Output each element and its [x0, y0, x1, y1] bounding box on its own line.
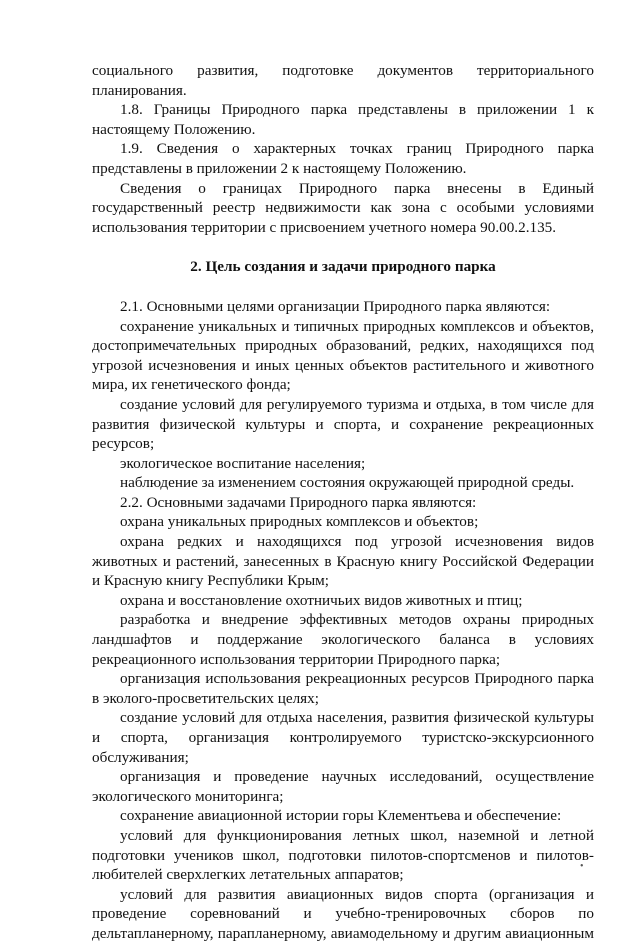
paragraph-continuation: социального развития, подготовке документов территориального планирования. [92, 62, 594, 99]
paragraph-1-9: 1.9. Сведения о характерных точках границ Природного парка представлены в приложении 2 к настоящему Положению. [92, 140, 594, 177]
list-item-goal-3: экологическое воспитание населения; [120, 454, 366, 472]
list-item-aviation-1: условий для функционирования летных школ, наземной и летной подготовки учеников школ, подготовки пилотов-спортсменов и пилотов-любителей сверхлегких летательных аппаратов; [92, 826, 594, 884]
paragraph-2-2: 2.2. Основными задачами Природного парка являются: [120, 493, 477, 511]
list-item-task-4: разработка и внедрение эффективных методов охраны природных ландшафтов и поддержание экологического баланса в условиях рекреационного использования территории Природного парка; [92, 611, 594, 668]
paragraph-1-8: 1.8. Границы Природного парка представлены в приложении 1 к настоящему Положению. [92, 101, 594, 138]
list-item-task-6: создание условий для отдыха населения, развития физической культуры и спорта, организация контролируемого туристско-экскурсионного обслуживания; [92, 709, 594, 766]
list-item-goal-2: создание условий для регулируемого туризма и отдыха, в том числе для развития физической культуры и спорта, и сохранение рекреационных ресурсов; [92, 395, 594, 453]
list-item-aviation-2: условий для развития авиационных видов спорта (организация и проведение соревнований и учебно-тренировочных сборов по дельтапланерному, парапланерному, авиамодельному и другим авиационным [92, 885, 594, 942]
list-item-goal-4: наблюдение за изменением состояния окружающей природной среды. [120, 474, 575, 492]
list-item-task-2: охрана редких и находящихся под угрозой исчезновения видов животных и растений, занесенных в Красную книгу Российской Федерации и Красную книгу Республики Крым; [92, 533, 594, 590]
list-item-task-5: организация использования рекреационных ресурсов Природного парка в эколого-просветительских целях; [92, 670, 594, 707]
section-heading: 2. Цель создания и задачи природного парка [190, 258, 496, 276]
list-item-task-7: организация и проведение научных исследований, осуществление экологического мониторинга; [92, 768, 594, 805]
paragraph-registry: Сведения о границах Природного парка внесены в Единый государственный реестр недвижимости как зона с особыми условиями использования территории с присвоением учетного номера 90.00.2.135. [92, 179, 594, 236]
list-item-task-8: сохранение авиационной истории горы Клементьева и обеспечение: [120, 807, 562, 825]
document-body [92, 61, 594, 944]
list-item-task-3: охрана и восстановление охотничьих видов животных и птиц; [120, 591, 523, 609]
paragraph-2-1: 2.1. Основными целями организации Природного парка являются: [120, 297, 551, 315]
list-item-goal-1: сохранение уникальных и типичных природных комплексов и объектов, достопримечательных природных образований, редких, находящихся под угрозой исчезновения и иных ценных объектов растительного и животного мира, их генетического фонда; [92, 317, 594, 394]
scan-speck: • [580, 861, 584, 872]
list-item-task-1: охрана уникальных природных комплексов и объектов; [120, 513, 479, 531]
